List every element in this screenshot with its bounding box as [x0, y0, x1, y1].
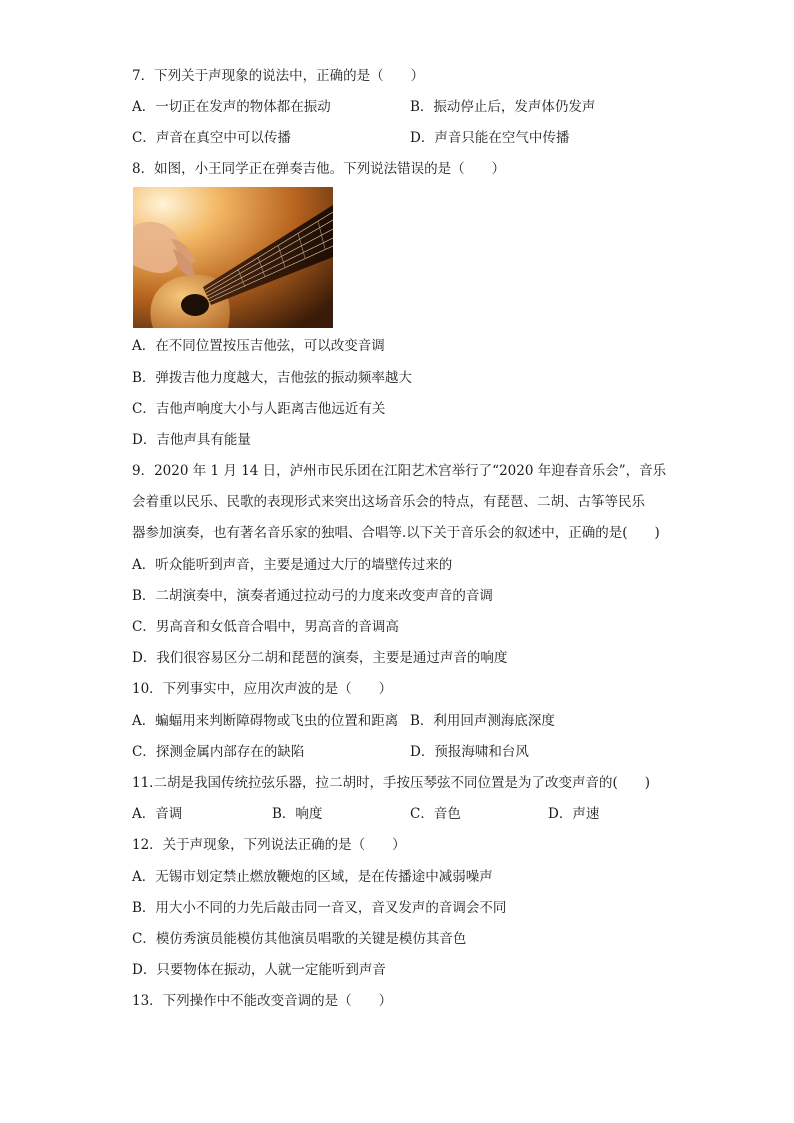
q11-option-d: D．声速 — [548, 806, 600, 822]
q9-stem-line-3: 器参加演奏，也有著名音乐家的独唱、合唱等.以下关于音乐会的叙述中，正确的是( ) — [132, 525, 660, 541]
q11-stem: 11.二胡是我国传统拉弦乐器，拉二胡时，手按压琴弦不同位置是为了改变声音的( ) — [132, 775, 651, 791]
q10-option-c: C．探测金属内部存在的缺陷 — [132, 744, 305, 760]
q12-option-b: B．用大小不同的力先后敲击同一音叉，音叉发声的音调会不同 — [132, 900, 507, 916]
q11-option-c: C．音色 — [410, 806, 461, 822]
q8-stem: 8．如图，小王同学正在弹奏吉他。下列说法错误的是（ ） — [132, 161, 506, 177]
q8-option-d: D．吉他声具有能量 — [132, 432, 251, 448]
q8-option-b: B．弹拨吉他力度越大，吉他弦的振动频率越大 — [132, 370, 412, 386]
q7-option-b: B．振动停止后，发声体仍发声 — [410, 99, 596, 115]
q7-option-a: A．一切正在发声的物体都在振动 — [132, 99, 331, 115]
q10-option-a: A．蝙蝠用来判断障碍物或飞虫的位置和距离 — [132, 713, 399, 729]
q11-option-b: B．响度 — [272, 806, 323, 822]
q8-option-a: A．在不同位置按压吉他弦，可以改变音调 — [132, 338, 385, 354]
q10-stem: 10．下列事实中，应用次声波的是（ ） — [132, 681, 393, 697]
q9-option-a: A．听众能听到声音，主要是通过大厅的墙壁传过来的 — [132, 557, 453, 573]
guitar-photo — [133, 187, 333, 328]
q12-option-d: D．只要物体在振动，人就一定能听到声音 — [132, 962, 386, 978]
q10-option-d: D．预报海啸和台风 — [410, 744, 529, 760]
q7-option-c: C．声音在真空中可以传播 — [132, 130, 291, 146]
q7-stem: 7．下列关于声现象的说法中，正确的是（ ） — [132, 68, 425, 84]
q9-option-d: D．我们很容易区分二胡和琵琶的演奏，主要是通过声音的响度 — [132, 650, 508, 666]
q8-option-c: C．吉他声响度大小与人距离吉他远近有关 — [132, 401, 386, 417]
q13-stem: 13．下列操作中不能改变音调的是（ ） — [132, 993, 393, 1009]
q12-option-c: C．模仿秀演员能模仿其他演员唱歌的关键是模仿其音色 — [132, 931, 467, 947]
q9-stem-line-1: 9．2020 年 1 月 14 日，泸州市民乐团在江阳艺术宫举行了“2020 年迎春音乐会”，音乐 — [132, 463, 667, 479]
q7-option-d: D．声音只能在空气中传播 — [410, 130, 570, 146]
q9-option-c: C．男高音和女低音合唱中，男高音的音调高 — [132, 619, 399, 635]
q11-option-a: A．音调 — [132, 806, 183, 822]
q9-stem-line-2: 会着重以民乐、民歌的表现形式来突出这场音乐会的特点，有琵琶、二胡、古筝等民乐 — [132, 494, 645, 510]
q12-option-a: A．无锡市划定禁止燃放鞭炮的区域，是在传播途中减弱噪声 — [132, 869, 493, 885]
q9-option-b: B．二胡演奏中，演奏者通过拉动弓的力度来改变声音的音调 — [132, 588, 493, 604]
q12-stem: 12．关于声现象，下列说法正确的是（ ） — [132, 837, 406, 853]
q10-option-b: B．利用回声测海底深度 — [410, 713, 555, 729]
